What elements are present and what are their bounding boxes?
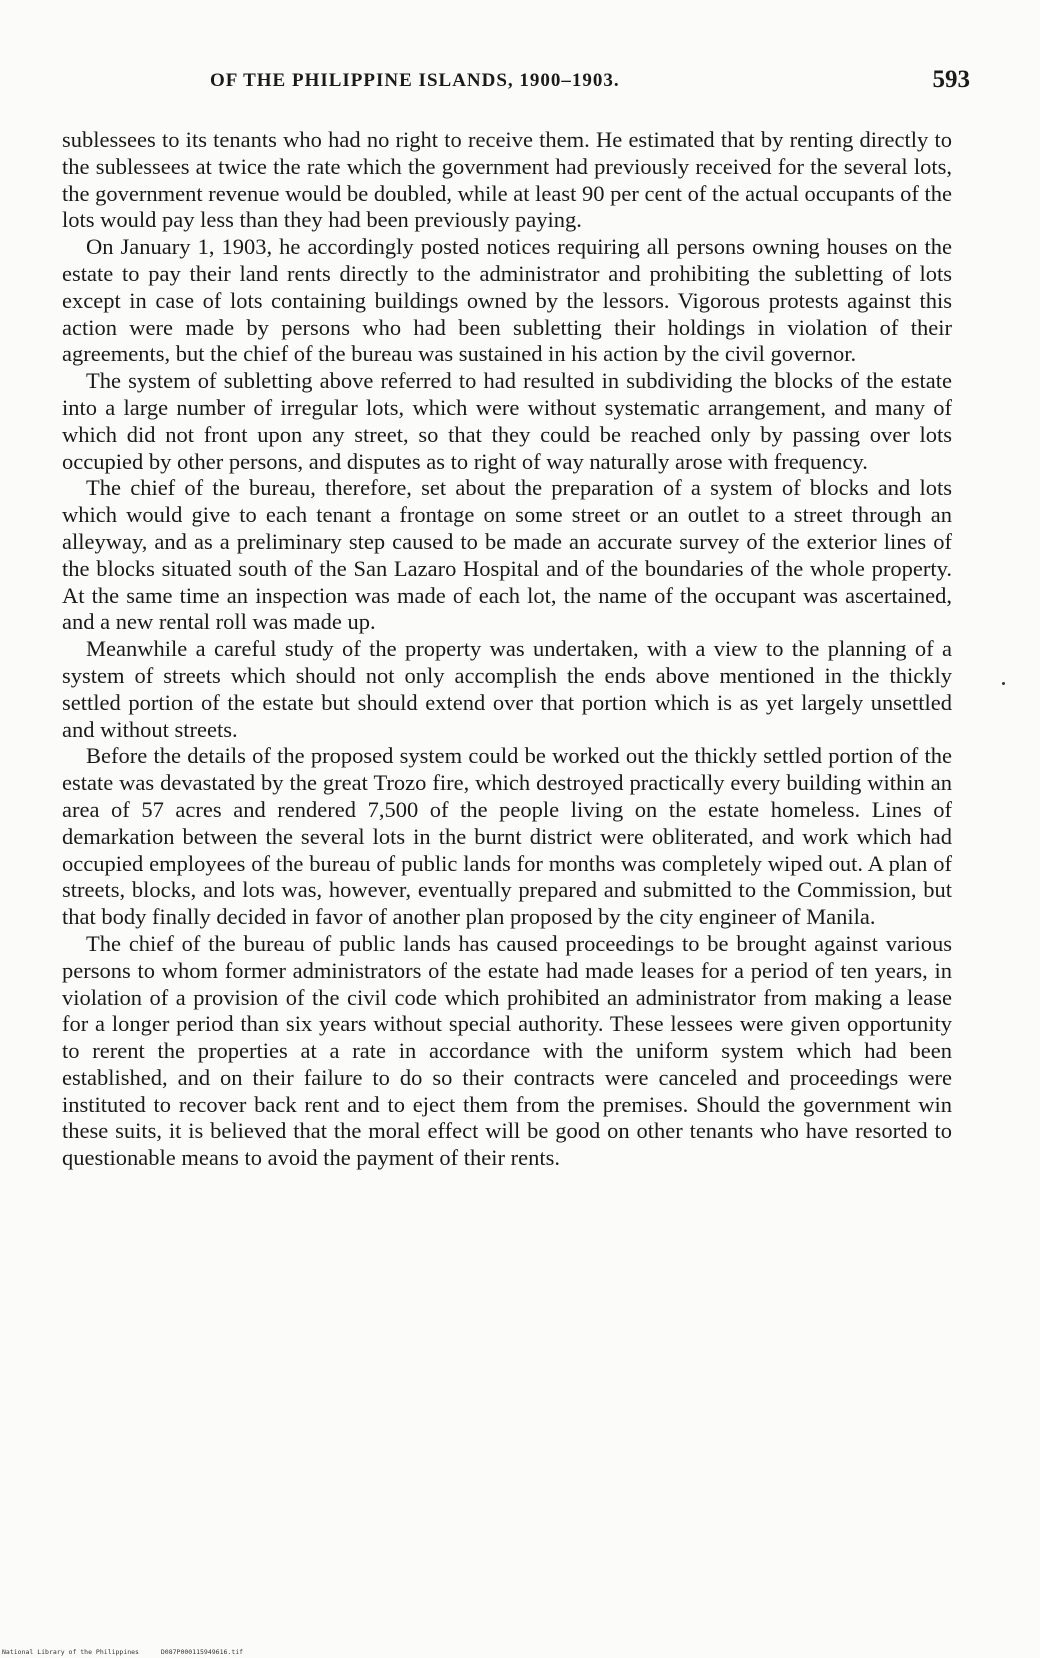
footer-file-id: D087P000115949616.tif bbox=[160, 1648, 244, 1656]
scan-speck bbox=[1002, 682, 1005, 685]
running-head bbox=[210, 66, 970, 104]
paragraph-street-planning: Meanwhile a careful study of the property was undertaken, with a view to the planning of a system of streets which should not only accomplish the ends above mentioned in the thickly settled portion of the estate but should extend over that portion which is as yet largely unsettled and without streets. bbox=[62, 636, 952, 742]
paragraph-notices: On January 1, 1903, he accordingly posted notices requiring all persons owning houses on the estate to pay their land rents directly to the administrator and prohibiting the subletting of lots except in case of lots containing buildings owned by the lessors. Vigorous protests against this action were made by persons who had been subletting their holdings in violation of their agreements, but the chief of the bureau was sustained in his action by the civil governor. bbox=[62, 234, 952, 367]
paragraph-proceedings: The chief of the bureau of public lands has caused proceedings to be brought against various persons to whom former administrators of the estate had made leases for a period of ten years, in violation of a provision of the civil code which prohibited an administrator from making a lease for a longer period than six years without special authority. These lessees were given opportunity to rerent the properties at a rate in accordance with the uniform system which had been established, and on their failure to do so their contracts were canceled and proceedings were instituted to recover back rent and to eject them from the premises. Should the government win these suits, it is believed that the moral effect will be good on other tenants who have resorted to questionable means to avoid the payment of their rents. bbox=[62, 930, 952, 1171]
body-text bbox=[62, 127, 952, 1172]
paragraph-subletting: The system of subletting above referred to had resulted in subdividing the blocks of the estate into a large number of irregular lots, which were without systematic arrangement, and many of which did not front upon any street, so that they could be reached only by passing over lots occupied by other persons, and disputes as to right of way naturally arose with frequency. bbox=[62, 368, 952, 474]
footer-library: National Library of the Philippines bbox=[2, 1648, 139, 1656]
scan-footer bbox=[2, 1648, 261, 1656]
paragraph-survey: The chief of the bureau, therefore, set about the preparation of a system of blocks and lots which would give to each tenant a frontage on some street or an outlet to a street through an alleyway, and as a preliminary step caused to be made an accurate survey of the exterior lines of the blocks situated south of the San Lazaro Hospital and of the boundaries of the whole property. At the same time an inspection was made of each lot, the name of the occupant was ascertained, and a new rental roll was made up. bbox=[62, 475, 952, 635]
running-title: OF THE PHILIPPINE ISLANDS, 1900–1903. bbox=[210, 70, 620, 91]
page-number: 593 bbox=[932, 66, 970, 93]
paragraph-continuation: sublessees to its tenants who had no right to receive them. He estimated that by renting directly to the sublessees at twice the rate which the government had previously received for the several lots, the government revenue would be doubled, while at least 90 per cent of the actual occupants of the lots would pay less than they had been previously paying. bbox=[62, 127, 952, 233]
paragraph-trozo-fire: Before the details of the proposed system could be worked out the thickly settled portion of the estate was devastated by the great Trozo fire, which destroyed practically every building within an area of 57 acres and rendered 7,500 of the people living on the estate homeless. Lines of demarkation between the several lots in the burnt district were obliterated, and work which had occupied employees of the bureau of public lands for months was completely wiped out. A plan of streets, blocks, and lots was, however, eventually prepared and submitted to the Commission, but that body finally decided in favor of another plan proposed by the city engineer of Manila. bbox=[62, 743, 952, 930]
